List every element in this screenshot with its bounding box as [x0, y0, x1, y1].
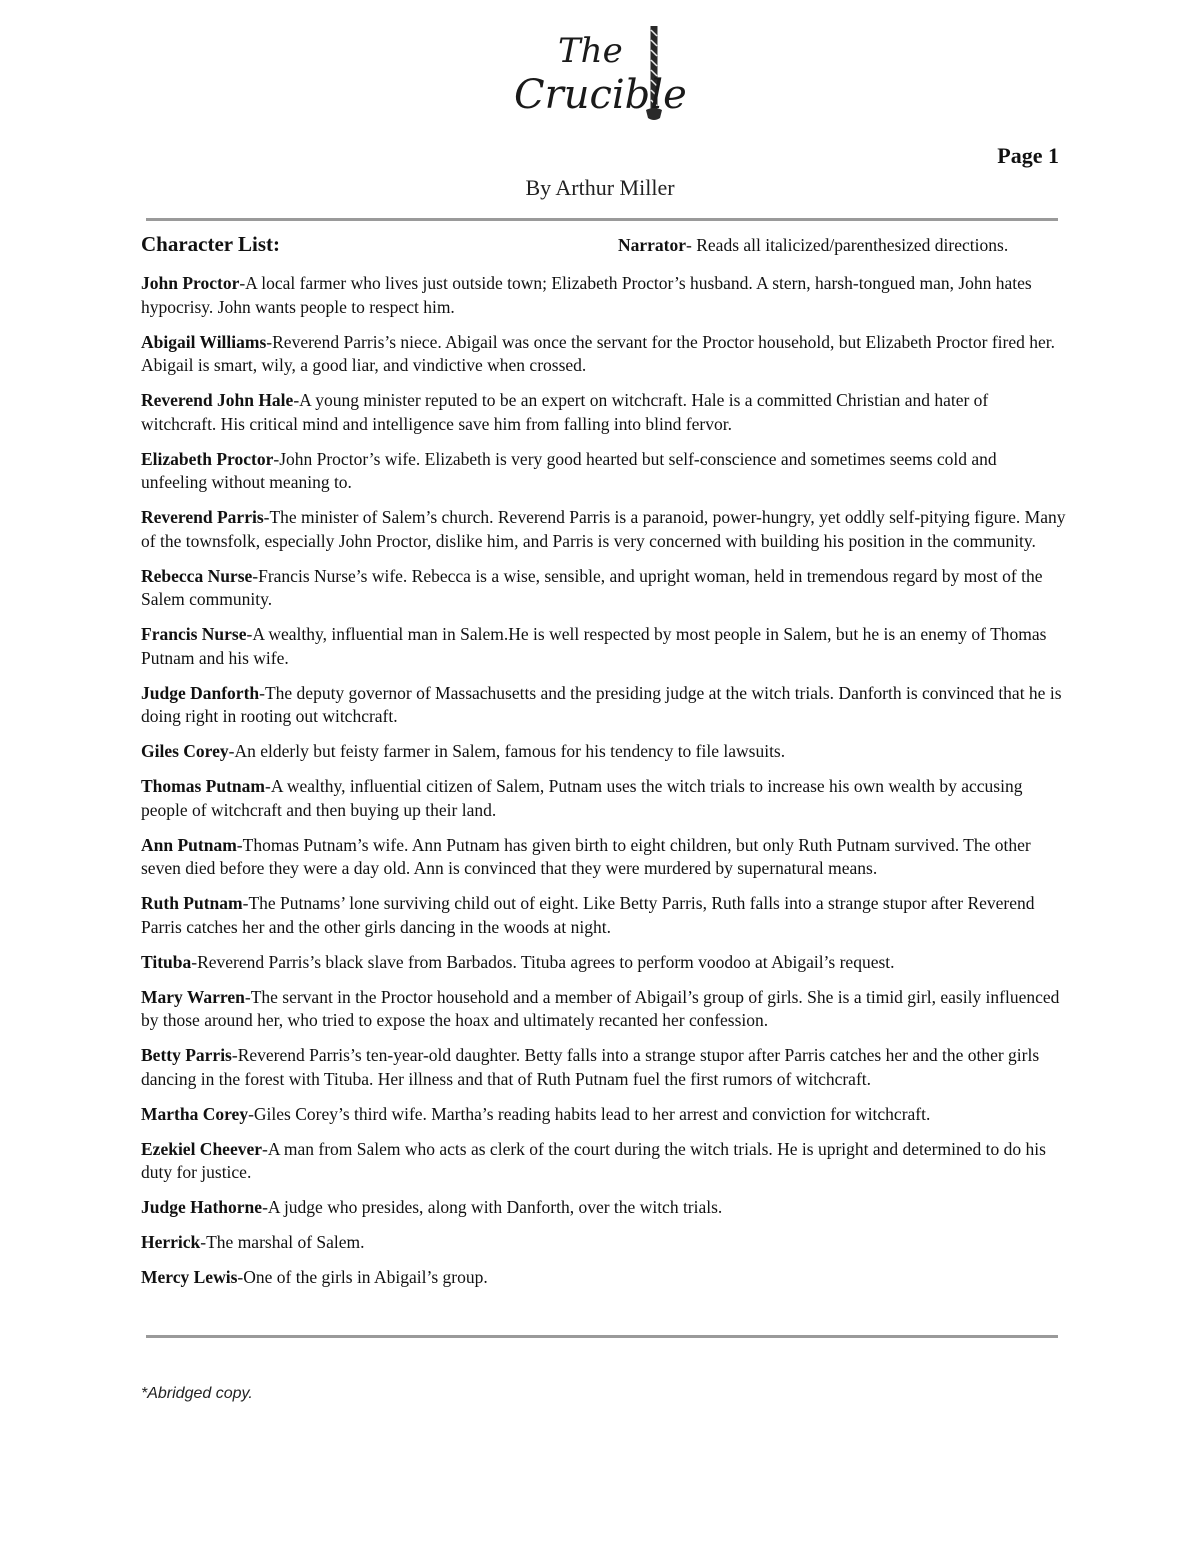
character-desc: The deputy governor of Massachusetts and the presiding judge at the witch trials. Danforth is convinced that he is doing right in rooting out witchcraft. [141, 682, 1062, 726]
character-desc: Thomas Putnam’s wife. Ann Putnam has given birth to eight children, but only Ruth Putnam survived. The other seven died before they were a day old. Ann is convinced that they were murdered by supernatural means. [141, 834, 1031, 878]
character-name: Thomas Putnam [141, 776, 265, 796]
character-entry [141, 448, 1066, 495]
character-entry [141, 834, 1066, 881]
character-desc: The minister of Salem’s church. Reverend Parris is a paranoid, power-hungry, yet oddly self-pitying figure. Many of the townsfolk, especially John Proctor, dislike him, and Parris is very concerned with building his position in the community. [141, 507, 1066, 551]
character-separator: - [293, 390, 300, 410]
character-entry [141, 682, 1066, 729]
character-desc: John Proctor’s wife. Elizabeth is very good hearted but self-conscience and sometimes seems cold and unfeeling without meaning to. [141, 448, 997, 492]
character-name: Reverend Parris [141, 507, 264, 527]
character-name: Ruth Putnam [141, 893, 243, 913]
character-separator: - [228, 741, 235, 761]
character-entry [141, 565, 1066, 612]
character-entry [141, 389, 1066, 436]
character-entry [141, 1266, 1066, 1290]
character-desc: The marshal of Salem. [206, 1232, 365, 1252]
narrator-name: Narrator [618, 235, 687, 255]
character-entry [141, 986, 1066, 1033]
character-entry [141, 331, 1066, 378]
character-entries [141, 272, 1066, 1301]
character-separator: - [266, 331, 273, 352]
character-desc: The servant in the Proctor household and a member of Abigail’s group of girls. She is a timid girl, easily influenced by those around her, who tried to expose the hoax and ultimately recanted her confession. [141, 986, 1060, 1030]
character-separator: - [237, 1267, 244, 1287]
character-name: Herrick [141, 1232, 201, 1252]
character-separator: - [246, 624, 253, 644]
character-separator: - [263, 507, 270, 527]
logo-text-the: The [558, 31, 623, 71]
character-desc: A wealthy, influential citizen of Salem, Putnam uses the witch trials to increase his own wealth by accusing people of witchcraft and then buying up their land. [141, 776, 1023, 820]
character-desc: A local farmer who lives just outside town; Elizabeth Proctor’s husband. A stern, harsh-tongued man, John hates hypocrisy. John wants people to respect him. [141, 273, 1032, 317]
character-desc: One of the girls in Abigail’s group. [243, 1267, 488, 1287]
abridged-note: *Abridged copy. [141, 1385, 253, 1402]
character-entry [141, 1103, 1066, 1127]
character-desc: A wealthy, influential man in Salem.He is well respected by most people in Salem, but he is an enemy of Thomas Putnam and his wife. [141, 624, 1047, 668]
character-entry [141, 892, 1066, 939]
character-separator: - [262, 1138, 268, 1159]
character-desc: Reverend Parris’s niece. Abigail was once the servant for the Proctor household, but Elizabeth Proctor fired her. Abigail is smart, wily, a good liar, and vindictive when crossed. [141, 331, 1056, 375]
character-entry [141, 951, 1066, 975]
character-desc: A judge who presides, along with Danforth, over the witch trials. [267, 1197, 723, 1217]
character-separator: - [244, 986, 251, 1007]
character-desc: A young minister reputed to be an expert on witchcraft. Hale is a committed Christian and hater of witchcraft. His critical mind and intelligence save him from falling into blind fervor. [141, 390, 989, 434]
character-name: Tituba [141, 951, 192, 972]
character-list-title: Character List: [141, 232, 280, 256]
logo-text-crucible: Crucible [514, 72, 687, 118]
character-name: Francis Nurse [141, 624, 247, 644]
character-name: Abigail Williams [141, 331, 267, 352]
character-name: Judge Danforth [141, 682, 260, 703]
character-separator: - [248, 1103, 254, 1124]
character-separator: - [273, 448, 280, 469]
character-name: Mary Warren [141, 986, 245, 1007]
character-desc: Francis Nurse’s wife. Rebecca is a wise, sensible, and upright woman, held in tremendous regard by most of the Salem community. [141, 565, 1043, 609]
character-entry [141, 1044, 1066, 1091]
author-line: By Arthur Miller [525, 175, 675, 200]
character-separator: - [236, 834, 243, 855]
character-name: Reverend John Hale [141, 390, 294, 410]
character-name: Judge Hathorne [141, 1197, 263, 1217]
character-separator: - [262, 1197, 268, 1217]
character-desc: Giles Corey’s third wife. Martha’s reading habits lead to her arrest and conviction for witchcraft. [253, 1103, 931, 1124]
character-name: Ezekiel Cheever [141, 1138, 262, 1159]
character-name: Elizabeth Proctor [141, 448, 274, 469]
character-name: Ann Putnam [141, 834, 237, 855]
character-name: Giles Corey [141, 741, 229, 761]
character-name: John Proctor [141, 273, 240, 293]
character-separator: - [191, 951, 198, 972]
character-separator: - [239, 273, 246, 293]
character-separator: - [242, 893, 249, 913]
character-entry [141, 1231, 1066, 1255]
character-desc: A man from Salem who acts as clerk of the court during the witch trials. He is upright and determined to do his duty for justice. [141, 1138, 1046, 1182]
character-entry [141, 775, 1066, 822]
character-separator: - [200, 1232, 207, 1252]
character-entry [141, 272, 1066, 319]
character-desc: Reverend Parris’s black slave from Barbados. Tituba agrees to perform voodoo at Abigail’s request. [197, 951, 895, 972]
character-entry [141, 1138, 1066, 1185]
character-separator: - [252, 565, 259, 586]
character-separator: - [264, 776, 271, 796]
character-name: Mercy Lewis [141, 1267, 238, 1287]
top-divider [146, 218, 1058, 221]
character-name: Rebecca Nurse [141, 565, 253, 586]
character-separator: - [259, 682, 265, 703]
narrator-desc: Reads all italicized/parenthesized directions. [696, 235, 1009, 255]
crucible-logo [508, 22, 692, 126]
character-entry [141, 506, 1066, 553]
character-entry [141, 1196, 1066, 1220]
narrator-separator: - [686, 235, 697, 255]
character-desc: An elderly but feisty farmer in Salem, famous for his tendency to file lawsuits. [234, 741, 786, 761]
character-separator: - [231, 1045, 238, 1065]
character-name: Betty Parris [141, 1045, 232, 1065]
character-list-header [141, 232, 1061, 260]
character-entry [141, 740, 1066, 764]
character-desc: Reverend Parris’s ten-year-old daughter. Betty falls into a strange stupor after Parris catches her and the other girls dancing in the forest with Tituba. Her illness and that of Ruth Putnam fuel the first rumors of witchcraft. [141, 1045, 1040, 1089]
character-name: Martha Corey [141, 1103, 249, 1124]
narrator-entry [618, 235, 1008, 256]
character-desc: The Putnams’ lone surviving child out of eight. Like Betty Parris, Ruth falls into a strange stupor after Reverend Parris catches her and the other girls dancing in the woods at night. [141, 893, 1035, 937]
character-entry [141, 623, 1066, 670]
bottom-divider [146, 1335, 1058, 1338]
page-number: Page 1 [997, 143, 1059, 168]
